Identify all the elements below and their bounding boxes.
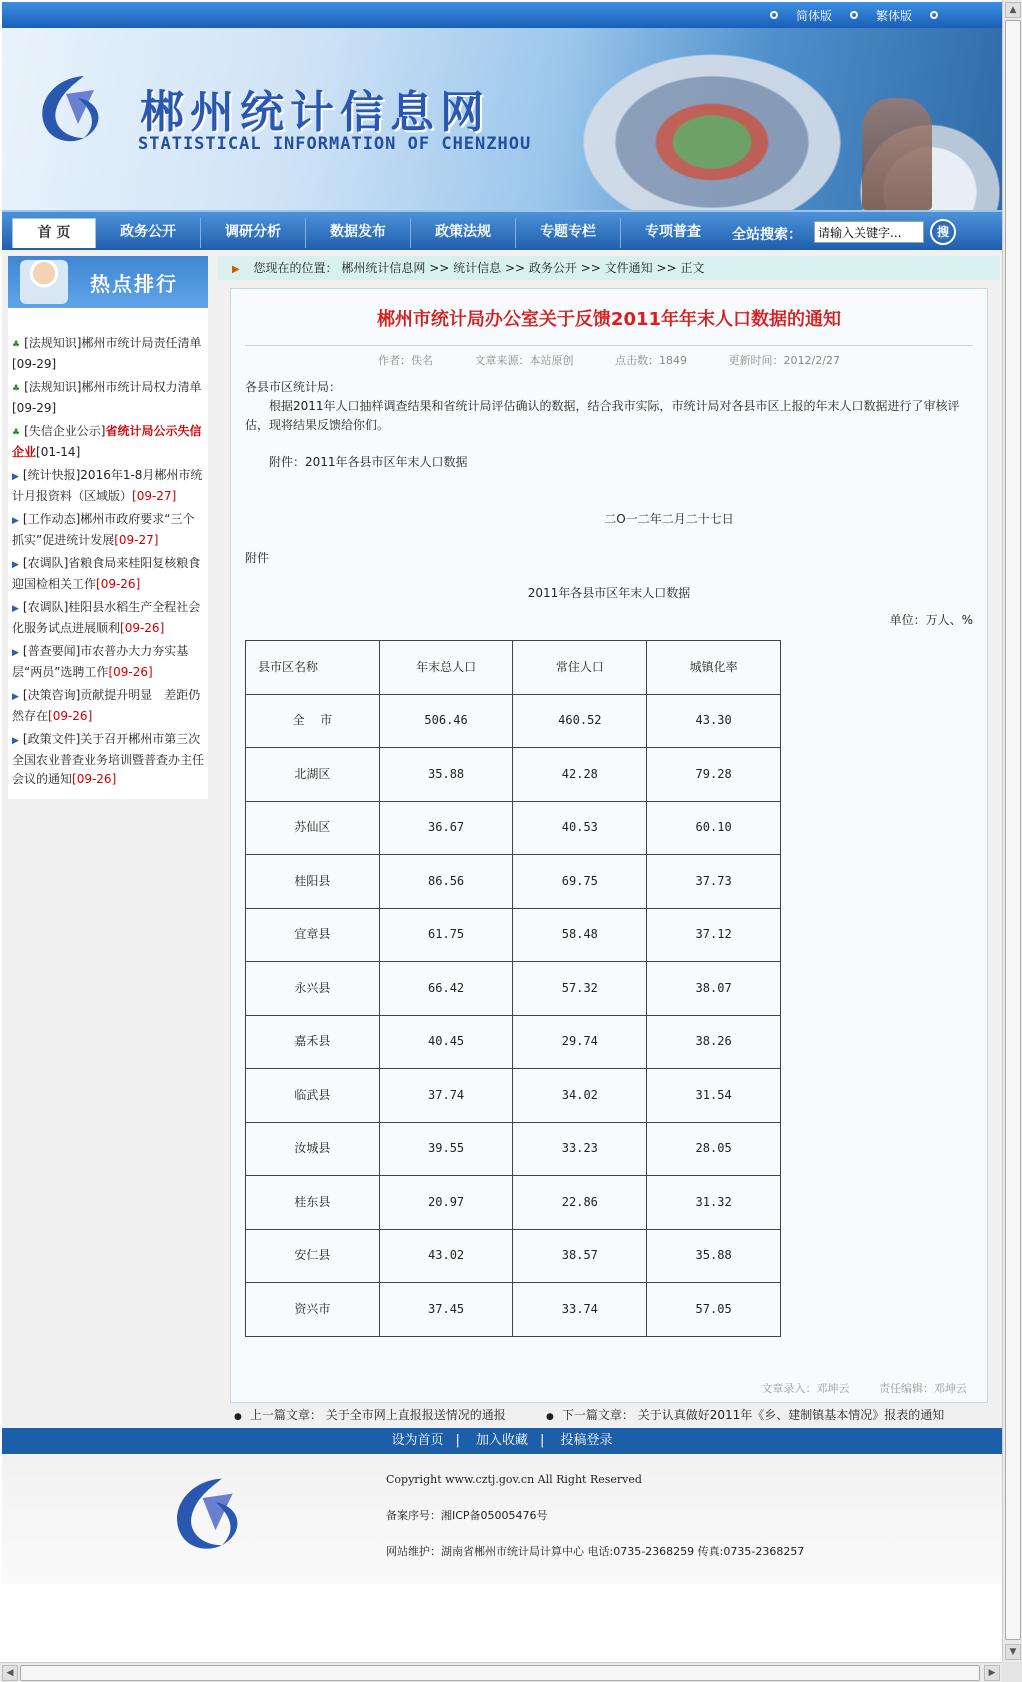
table-header-row	[246, 641, 781, 695]
table-row	[246, 1069, 781, 1123]
bullet-icon: ●	[546, 1412, 554, 1422]
table-cell: 66.42	[379, 962, 513, 1016]
list-item[interactable]	[10, 510, 206, 550]
item-date: [09-26]	[96, 577, 141, 591]
circle-icon	[770, 11, 778, 19]
table-cell: 69.75	[513, 855, 647, 909]
item-category: [农调队]	[22, 556, 69, 570]
nav-item-home[interactable]: 首 页	[12, 218, 96, 248]
item-date: [01-14]	[36, 445, 81, 459]
search-label: 全站搜索：	[732, 227, 802, 243]
nav-item-census[interactable]: 专项普查	[645, 224, 701, 240]
table-cell: 全 市	[246, 694, 380, 748]
next-article	[546, 1404, 944, 1428]
table-cell: 40.45	[379, 1015, 513, 1069]
nav-item-research[interactable]: 调研分析	[201, 218, 306, 248]
list-item[interactable]	[10, 422, 206, 462]
table-cell: 22.86	[513, 1176, 647, 1230]
item-category: [普查要闻]	[22, 644, 81, 658]
scroll-left-icon[interactable]: ◀	[2, 1665, 18, 1681]
circle-icon	[850, 11, 858, 19]
table-cell: 35.88	[647, 1229, 781, 1283]
prev-label: 上一篇文章：	[249, 1408, 322, 1422]
item-title[interactable]: 郴州市政府要求“三个抓实”促进统计发展	[12, 512, 195, 547]
list-item[interactable]	[10, 642, 206, 682]
table-cell: 苏仙区	[246, 801, 380, 855]
table-row	[246, 908, 781, 962]
table-row	[246, 1015, 781, 1069]
breadcrumb-current: 正文	[680, 261, 705, 275]
item-date: [09-27]	[132, 489, 177, 503]
article-title: 郴州市统计局办公室关于反馈2011年年末人口数据的通知	[376, 309, 842, 330]
table-cell: 43.02	[379, 1229, 513, 1283]
table-cell: 38.26	[647, 1015, 781, 1069]
add-favorite-link[interactable]: 加入收藏	[475, 1433, 528, 1448]
article-body	[231, 368, 987, 1337]
item-category: [统计快报]	[22, 468, 81, 482]
site-subtitle: STATISTICAL INFORMATION OF CHENZHOU	[138, 134, 532, 154]
nav-item-topics[interactable]: 专题专栏	[516, 218, 621, 248]
table-cell: 嘉禾县	[246, 1015, 380, 1069]
next-link[interactable]: 关于认真做好2011年《乡、建制镇基本情况》报表的通知	[637, 1408, 945, 1422]
item-category: [决策咨询]	[22, 688, 81, 702]
icp-number: 备案序号：湘ICP备05005476号	[386, 1509, 548, 1522]
table-cell: 37.74	[379, 1069, 513, 1123]
table-cell: 20.97	[379, 1176, 513, 1230]
table-cell: 桂东县	[246, 1176, 380, 1230]
maintainer: 网站维护：湖南省郴州市统计局计算中心 电话:0735-2368259 传真:0735-2368257	[386, 1545, 805, 1558]
leaf-bullet-icon: ♣	[12, 384, 21, 394]
table-cell: 北湖区	[246, 748, 380, 802]
article-author: 作者：佚名	[378, 354, 434, 367]
item-title[interactable]: 市农普办大力夯实基层“两员”选聘工作	[12, 644, 189, 679]
table-cell: 28.05	[647, 1122, 781, 1176]
doctor-avatar-icon	[20, 260, 68, 304]
item-date: [09-26]	[48, 709, 93, 723]
footer-links: 设为首页 | 加入收藏 | 投稿登录	[2, 1428, 1002, 1454]
prev-link[interactable]: 关于全市网上直报报送情况的通报	[325, 1408, 506, 1422]
scroll-down-icon[interactable]: ▼	[1005, 1644, 1021, 1660]
item-title[interactable]: 桂阳县水稻生产全程社会化服务试点进展顺利	[12, 600, 201, 635]
table-cell: 35.88	[379, 748, 513, 802]
nav-items	[12, 218, 725, 248]
site-logo-icon	[32, 68, 112, 148]
table-row	[246, 1283, 781, 1337]
breadcrumb: ▶ 您现在的位置： 郴州统计信息网 >> 统计信息 >> 政务公开 >> 文件通知 >> 正文	[218, 256, 1000, 280]
article-hits: 点击数：1849	[615, 354, 688, 367]
table-title: 2011年各县市区年末人口数据	[527, 586, 691, 600]
item-date: [09-29]	[12, 401, 57, 415]
table-cell: 43.30	[647, 694, 781, 748]
population-table	[245, 640, 781, 1337]
table-cell: 39.55	[379, 1122, 513, 1176]
nav-item-government[interactable]: 政务公开	[96, 218, 201, 248]
item-date: [09-26]	[72, 772, 117, 786]
table-cell: 42.28	[513, 748, 647, 802]
prev-next-nav	[8, 1404, 1002, 1426]
submit-login-link[interactable]: 投稿登录	[560, 1433, 613, 1448]
horizontal-scrollbar[interactable]	[0, 1662, 1002, 1682]
table-row	[246, 801, 781, 855]
attachment-label: 附件	[245, 551, 270, 565]
item-date: [09-26]	[120, 621, 165, 635]
traditional-link[interactable]: 繁体版	[875, 9, 912, 23]
triangle-bullet-icon: ▶	[12, 648, 19, 658]
content	[218, 256, 1000, 1403]
scroll-thumb[interactable]	[1005, 20, 1021, 1640]
banner	[2, 28, 1002, 210]
sidebar-title: 热点排行	[90, 272, 178, 296]
scrollbar-corner	[1002, 1662, 1022, 1682]
item-title[interactable]: 2016年1-8月郴州市统计月报资料（区域版）	[12, 468, 203, 503]
language-links	[756, 7, 952, 24]
circle-icon	[930, 11, 938, 19]
triangle-bullet-icon: ▶	[12, 692, 19, 702]
item-category: [法规知识]	[24, 336, 82, 350]
copyright: Copyright www.cztj.gov.cn All Right Reserved	[386, 1473, 642, 1486]
triangle-bullet-icon: ▶	[12, 472, 19, 482]
table-cell: 安仁县	[246, 1229, 380, 1283]
table-cell: 38.07	[647, 962, 781, 1016]
item-title[interactable]: 郴州市统计局权力清单	[81, 380, 202, 394]
footer-logo-icon	[166, 1470, 252, 1556]
article-updated: 更新时间：2012/2/27	[728, 354, 840, 367]
salutation: 各县市区统计局：	[245, 380, 342, 394]
search-button[interactable]: 搜	[930, 219, 956, 245]
item-category: [政策文件]	[22, 732, 81, 746]
table-header-cell: 年末总人口	[379, 641, 513, 695]
item-category: [工作动态]	[22, 512, 81, 526]
article-meta	[245, 345, 973, 368]
unit-note: 单位：万人、%	[889, 613, 973, 627]
table-row	[246, 1122, 781, 1176]
site-title: 郴州统计信息网	[140, 87, 490, 138]
article-source: 文章来源：本站原创	[474, 354, 574, 367]
scroll-up-icon[interactable]: ▲	[1005, 2, 1021, 18]
table-cell: 57.32	[513, 962, 647, 1016]
scroll-thumb-horizontal[interactable]	[20, 1665, 980, 1681]
leaf-bullet-icon: ♣	[12, 428, 21, 438]
attachment-note: 附件：2011年各县市区年末人口数据	[269, 455, 468, 469]
date-line: 二O一二年二月二十七日	[604, 512, 734, 526]
table-cell: 38.57	[513, 1229, 647, 1283]
item-category: [失信企业公示]	[24, 424, 106, 438]
list-item[interactable]	[10, 730, 206, 789]
set-homepage-link[interactable]: 设为首页	[391, 1433, 444, 1448]
next-label: 下一篇文章：	[561, 1408, 634, 1422]
item-date: [09-27]	[114, 533, 159, 547]
item-category: [法规知识]	[24, 380, 82, 394]
table-header-cell: 县市区名称	[246, 641, 380, 695]
nav-item-data-release[interactable]: 数据发布	[306, 218, 411, 248]
list-item[interactable]	[10, 686, 206, 726]
table-header-cell: 城镇化率	[647, 641, 781, 695]
breadcrumb-gov[interactable]: 政务公开	[528, 261, 577, 275]
hot-list	[8, 308, 208, 799]
main-nav	[2, 210, 1002, 250]
table-cell: 33.74	[513, 1283, 647, 1337]
table-cell: 永兴县	[246, 962, 380, 1016]
nav-item-policy[interactable]: 政策法规	[411, 218, 516, 248]
article	[230, 288, 988, 1403]
table-cell: 临武县	[246, 1069, 380, 1123]
item-title[interactable]: 郴州市统计局责任清单	[81, 336, 202, 350]
table-cell: 资兴市	[246, 1283, 380, 1337]
search-input[interactable]	[814, 221, 924, 243]
table-cell: 506.46	[379, 694, 513, 748]
table-cell: 31.54	[647, 1069, 781, 1123]
table-cell: 36.67	[379, 801, 513, 855]
footer-text	[386, 1462, 804, 1570]
table-row	[246, 1176, 781, 1230]
vertical-scrollbar[interactable]	[1002, 0, 1022, 1662]
breadcrumb-stats[interactable]: 统计信息	[453, 261, 502, 275]
item-title[interactable]: 贡献提升明显 差距仍然存在	[12, 688, 201, 723]
table-cell: 29.74	[513, 1015, 647, 1069]
leaf-bullet-icon: ♣	[12, 340, 21, 350]
list-item[interactable]	[10, 598, 206, 638]
simplified-link[interactable]: 简体版	[795, 9, 832, 23]
breadcrumb-home[interactable]: 郴州统计信息网	[341, 261, 426, 275]
triangle-bullet-icon: ▶	[12, 604, 19, 614]
table-row	[246, 1229, 781, 1283]
list-item[interactable]	[10, 466, 206, 506]
editors	[736, 1380, 968, 1396]
stadium-image	[562, 40, 862, 210]
bullet-icon: ●	[234, 1412, 242, 1422]
table-cell: 宜章县	[246, 908, 380, 962]
item-date: [09-29]	[12, 357, 57, 371]
triangle-bullet-icon: ▶	[12, 736, 19, 746]
table-cell: 33.23	[513, 1122, 647, 1176]
table-cell: 40.53	[513, 801, 647, 855]
table-cell: 460.52	[513, 694, 647, 748]
item-date: [09-26]	[108, 665, 153, 679]
page	[2, 2, 1002, 1584]
table-row	[246, 962, 781, 1016]
table-cell: 86.56	[379, 855, 513, 909]
table-row	[246, 855, 781, 909]
item-title[interactable]: 省统计局公示失信企业	[12, 424, 202, 459]
sidebar	[8, 256, 208, 799]
breadcrumb-notices[interactable]: 文件通知	[604, 261, 653, 275]
list-item[interactable]	[10, 334, 206, 374]
table-cell: 34.02	[513, 1069, 647, 1123]
table-cell: 61.75	[379, 908, 513, 962]
item-category: [农调队]	[22, 600, 69, 614]
table-cell: 79.28	[647, 748, 781, 802]
table-cell: 桂阳县	[246, 855, 380, 909]
table-cell: 37.45	[379, 1283, 513, 1337]
footer	[2, 1454, 1002, 1584]
item-title[interactable]: 关于召开郴州市第三次全国农业普查业务培训暨普查办主任会议的通知	[12, 732, 205, 786]
table-cell: 57.05	[647, 1283, 781, 1337]
table-cell: 汝城县	[246, 1122, 380, 1176]
item-title[interactable]: 省粮食局来桂阳复核粮食迎国检相关工作	[12, 556, 201, 591]
table-cell: 37.12	[647, 908, 781, 962]
editor-entry: 文章录入：邓坤云	[761, 1382, 850, 1395]
table-cell: 58.48	[513, 908, 647, 962]
table-cell: 60.10	[647, 801, 781, 855]
sculpture-image	[862, 98, 932, 210]
scroll-right-icon[interactable]: ▶	[984, 1665, 1000, 1681]
table-cell: 31.32	[647, 1176, 781, 1230]
paragraph: 根据2011年人口抽样调查结果和省统计局评估确认的数据，结合我市实际，市统计局对各县市区上报的年末人口数据进行了审核评估，现将结果反馈给你们。	[245, 399, 960, 432]
top-bar	[2, 2, 1002, 28]
prev-article	[234, 1404, 506, 1428]
triangle-bullet-icon: ▶	[12, 516, 19, 526]
triangle-bullet-icon: ▶	[12, 560, 19, 570]
editor-responsible: 责任编辑：邓坤云	[879, 1382, 967, 1395]
breadcrumb-prefix: 您现在的位置：	[253, 261, 338, 275]
list-item[interactable]	[10, 554, 206, 594]
table-row	[246, 748, 781, 802]
table-header-cell: 常住人口	[513, 641, 647, 695]
list-item[interactable]	[10, 378, 206, 418]
table-row	[246, 694, 781, 748]
arrow-right-icon: ▶	[232, 264, 240, 275]
sidebar-header	[8, 256, 208, 308]
main-area	[2, 250, 1002, 1428]
table-cell: 37.73	[647, 855, 781, 909]
